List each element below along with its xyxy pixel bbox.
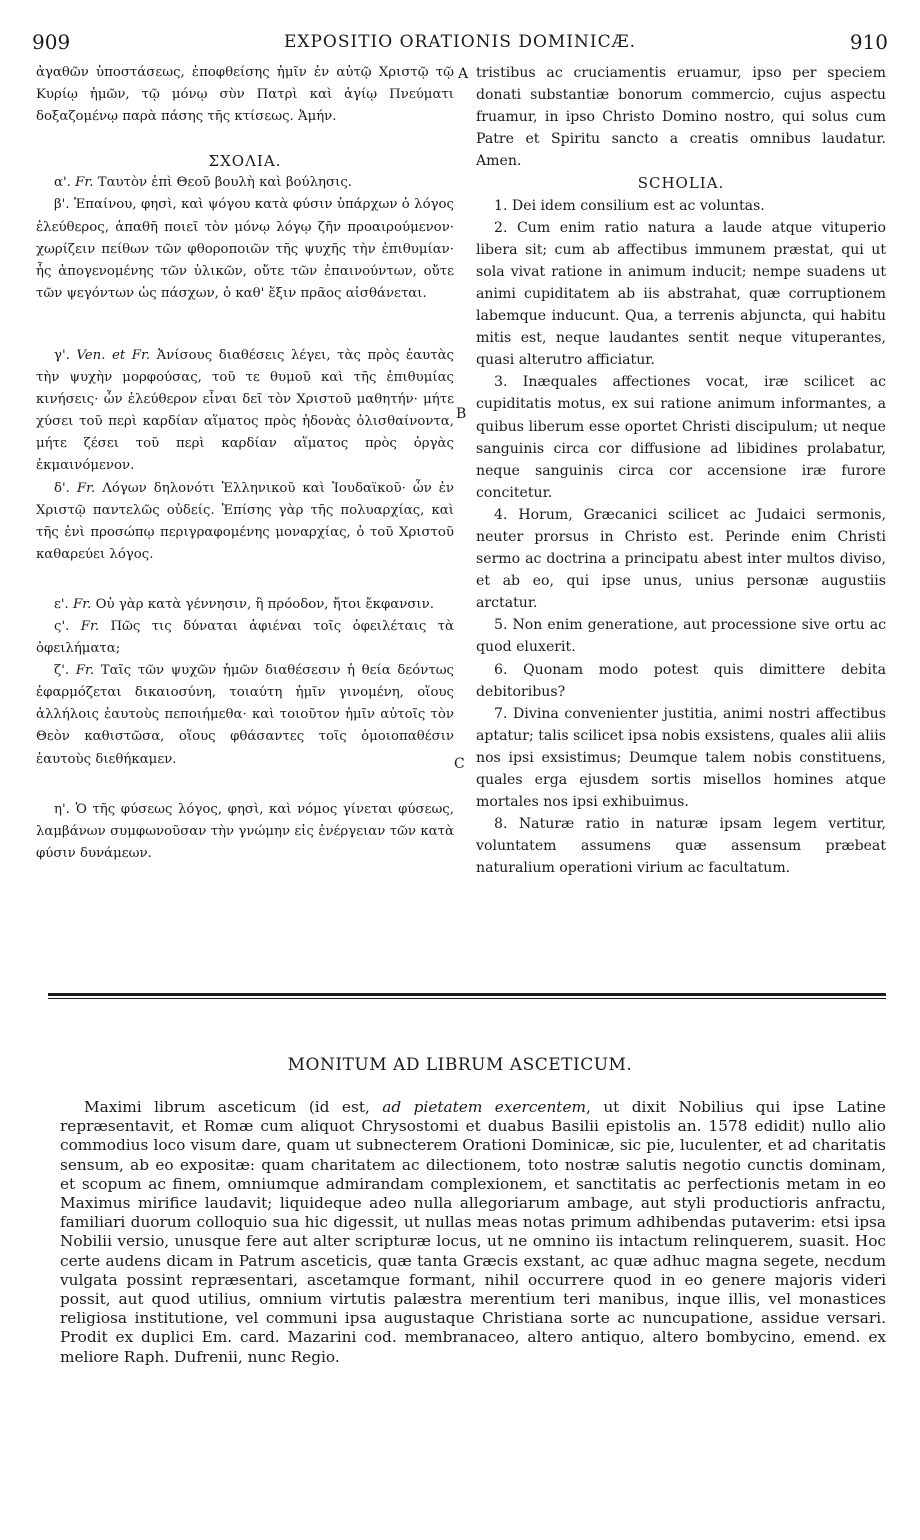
latin-scholion-6: 6. Quonam modo potest quis dimittere debita debitoribus? bbox=[476, 661, 886, 700]
scholion-number: β'. bbox=[54, 197, 70, 213]
latin-column bbox=[476, 62, 886, 879]
running-header bbox=[30, 30, 890, 58]
scholion-source: Fr. bbox=[76, 480, 96, 496]
monitum-title: MONITUM AD LIBRUM ASCETICUM. bbox=[287, 1055, 633, 1075]
running-title: EXPOSITIO ORATIONIS DOMINICÆ. bbox=[283, 32, 637, 52]
greek-opening: ἀγαθῶν ὑποστάσεως, ἐποφθείσης ἡμῖν ἐν αὐτῷ Χριστῷ τῷ Κυρίῳ ἡμῶν, τῷ μόνῳ σὺν Πατρὶ καὶ ἁγίῳ Πνεύματι δοξαζομένῳ παρὰ πάσης τῆς κτίσεως. Ἀμήν. bbox=[36, 65, 454, 125]
scholion-text: Ταῖς τῶν ψυχῶν ἡμῶν διαθέσεσιν ἡ θεία δεόντως ἐφαρμόζεται δικαιοσύνη, τοιαύτη ἡμῖν γινομένη, οἵους ἀλλήλοις ἑαυτοὺς πεποιήμεθα· καὶ τοιοῦτον ἡμῖν αὐτοῖς τὸν Θεὸν καθιστῶσα, οἵους φθάσαντες τοῖς ὁμοιοπαθέσιν ἑαυτοὺς διεθήκαμεν. bbox=[36, 663, 454, 767]
scholion-text: Λόγων δηλονότι Ἑλληνικοῦ καὶ Ἰουδαϊκοῦ· ὧν ἐν Χριστῷ παντελῶς οὐδείς. Ἐπίσης γὰρ τῆς πολυαρχίας, καὶ τῆς ἑνὶ προσώπῳ περιγραφομένης μοναρχίας, ὁ τοῦ Χριστοῦ καθαρεύει λόγος. bbox=[36, 480, 454, 562]
scholion-text: Ὁ τῆς φύσεως λόγος, φησὶ, καὶ νόμος γίνεται φύσεως, λαμβάνων συμφωνοῦσαν τὴν γνώμην εἰς ἐνέργειαν τῶν κατὰ φύσιν δυνάμεων. bbox=[36, 801, 454, 861]
greek-column bbox=[36, 62, 454, 865]
latin-scholion-7: 7. Divina convenienter justitia, animi nostri affectibus aptatur; talis scilicet ipsa nobis exsistens, quales alii aliis nos ipsi exsistimus; Deumque talem nobis constituens, quales erga ejusdem sortis misellos homines atque mortales nos ipsi exhibuimus. bbox=[476, 705, 886, 811]
scholion-number: ζ'. bbox=[54, 663, 70, 679]
scholion-source: Ven. et Fr. bbox=[76, 347, 151, 363]
latin-scholion-5: 5. Non enim generatione, aut processione sive ortu ac quod eluxerit. bbox=[476, 617, 886, 656]
greek-scholion-2 bbox=[36, 194, 454, 304]
monitum-text-pre: Maximi librum asceticum (id est, bbox=[84, 1098, 383, 1116]
greek-scholion-1 bbox=[36, 172, 454, 194]
scholion-text: Ἀνίσους διαθέσεις λέγει, τὰς πρὸς ἑαυτὰς τὴν ψυχὴν μορφούσας, τοῦ τε θυμοῦ καὶ τῆς ἐπιθυμίας κινήσεις· ὧν ἐλεύθερον εἶναι δεῖ τὸν Χριστοῦ μαθητήν· μήτε χύσει τοῦ περὶ καρδίαν αἵματος πρὸς ἡδονὰς ὀλισθαίνοντα, μήτε ζέσει τοῦ περὶ καρδίαν αἵματος πρὸς ὀργὰς ἐκμαινόμενον. bbox=[36, 347, 455, 474]
scholion-number: ς'. bbox=[54, 618, 70, 634]
greek-scholion-8 bbox=[36, 799, 454, 865]
spacer bbox=[36, 128, 454, 150]
monitum-text-italic: ad pietatem exercentem bbox=[382, 1098, 587, 1116]
scholion-number: η'. bbox=[54, 801, 70, 817]
page-number-right: 910 bbox=[849, 30, 888, 54]
scholion-text: Ταυτὸν ἐπὶ Θεοῦ βουλὴ καὶ βούλησις. bbox=[97, 175, 352, 191]
latin-opening: tristibus ac cruciamentis eruamur, ipso per speciem donati substantiæ bonorum commercio, cujus aspectu fruamur, in ipso Christo Domino nostro, qui solus cum Patre et Spiritu sancto a creatis omnibus laudatur. Amen. bbox=[476, 65, 886, 170]
greek-scholia-heading: ΣΧΟΛΙΑ. bbox=[208, 152, 282, 171]
greek-scholion-4 bbox=[36, 478, 454, 566]
greek-scholion-5 bbox=[36, 594, 454, 616]
column-marker-c: C bbox=[454, 756, 465, 772]
spacer bbox=[36, 305, 454, 345]
latin-scholion-2: 2. Cum enim ratio natura a laude atque vituperio libera sit; cum ab affectibus immunem præstat, qui ut sola vivat ratione in animum inducit; nempe suadens ut animi cupiditatem ab iis abstrahat, quæ corruptionem labemque inducunt. Qua, a terrenis abjuncta, qui habitu mitis est, neque laudantes sentit neque vituperantes, quasi alterutro afficiatur. bbox=[476, 219, 886, 369]
greek-scholion-6 bbox=[36, 616, 454, 660]
latin-scholion-1: 1. Dei idem consilium est ac voluntas. bbox=[494, 197, 765, 214]
greek-scholion-3 bbox=[36, 345, 454, 478]
scholion-number: γ'. bbox=[54, 347, 70, 363]
scholion-text: Πῶς τις δύναται ἀφιέναι τοῖς ὀφειλέταις τὰ ὀφειλήματα; bbox=[36, 618, 455, 657]
scholion-number: α'. bbox=[54, 175, 71, 191]
scholion-source: Fr. bbox=[75, 663, 95, 679]
greek-scholion-7 bbox=[36, 660, 454, 770]
latin-scholion-4: 4. Horum, Græcanici scilicet ac Judaici sermonis, neuter prorsus in Christo est. Perinde enim Christi sermo ac doctrina a principatu abest inter multos diviso, et ab eo, qui ipse unus, unius personæ augustiis arctatur. bbox=[476, 506, 886, 612]
scholion-text: Οὐ γὰρ κατὰ γέννησιν, ἢ πρόοδον, ἤτοι ἔκφανσιν. bbox=[95, 596, 434, 612]
monitum-body bbox=[60, 1098, 886, 1367]
scholion-number: ε'. bbox=[54, 596, 69, 612]
latin-scholion-8: 8. Naturæ ratio in naturæ ipsam legem vertitur, voluntatem assumens quæ assensum præbeat naturalium operationi virium ac facultatum. bbox=[476, 816, 886, 877]
scholion-source: Fr. bbox=[80, 618, 100, 634]
column-marker-b: B bbox=[456, 406, 467, 422]
scholion-source: Fr. bbox=[75, 175, 94, 191]
column-marker-a: A bbox=[458, 66, 469, 82]
page-number-left: 909 bbox=[32, 30, 71, 54]
scholion-source: Fr. bbox=[73, 596, 92, 612]
latin-scholia-heading: SCHOLIA. bbox=[637, 174, 725, 193]
section-divider-thin bbox=[48, 998, 886, 999]
monitum-text-post: , ut dixit Nobilius qui ipse Latine repræsentavit, et Romæ cum aliquot Chrysostomi et duabus Basilii epistolis an. 1578 edidit) nullo alio commodius loco visum dare, quam ut subnecterem Orationi Dominicæ, sic pie, luculenter, et ad charitatis sensum, ab eo expositæ: quam charitatem ac dilectionem, toto nostræ salutis negotio cunctis dominam, et scopum ac finem, omniumque admirandam complexionem, et sanctitatis ac perfectionis metam in eo Maximus mirifice laudavit; liquideque adeo nulla allegoriarum ambage, aut styli productioris anfractu, familiari duorum colloquio sua hic digessit, ut nullas meas notas primum adhibendas putaverim: etsi ipsa Nobilii versio, unusque fere aut alter scripturæ locus, ut ne omnino iis intactum relinquerem, suasit. Hoc certe audens dicam in Patrum asceticis, quæ tanta Græcis exstant, ac quæ adhuc magna segete, necdum vulgata possint repræsentari, ascetamque formant, nihil occurrere quod in eo genere majoris videri possit, aut quod utilius, omnium virtutis palæstra merentium teri manibus, inque illis, vel monastices religiosa institutione, vel communi ipsa augustaque Christiana sorte ac nuncupatione, assidue versari. Prodit ex duplici Em. card. Mazarini cod. membranaceo, altero antiquo, altero bombycino, emend. ex meliore Raph. Dufrenii, nunc Regio. bbox=[60, 1098, 886, 1366]
latin-scholion-3: 3. Inæquales affectiones vocat, iræ scilicet ac cupiditatis motus, ex sui ratione animum informantes, a quibus liberum esse oportet Christi discipulum; ut neque sanguinis circa cor diffusione ad libidines prolabatur, neque sanguinis circa cor accensione iræ furore concitetur. bbox=[476, 374, 886, 501]
section-divider bbox=[48, 993, 886, 996]
scholion-text: Ἐπαίνου, φησὶ, καὶ ψόγου κατὰ φύσιν ὑπάρχων ὁ λόγος ἐλεύθερος, ἀπαθῆ ποιεῖ τὸν μόνῳ λόγῳ ζῆν προαιρούμενον· χωρίζειν πείθων τῶν φθοροποιῶν τῆς ψυχῆς τὴν ἐπιθυμίαν· ἧς ἀπογενομένης τῶν ὑλικῶν, οὔτε τῶν ἐπαινούντων, οὔτε τῶν ψεγόντων ὡς πάσχων, ὁ καθ' ἕξιν πρᾶος αἰσθάνεται. bbox=[36, 197, 454, 301]
scholion-number: δ'. bbox=[54, 480, 70, 496]
spacer bbox=[36, 771, 454, 799]
spacer bbox=[36, 566, 454, 594]
